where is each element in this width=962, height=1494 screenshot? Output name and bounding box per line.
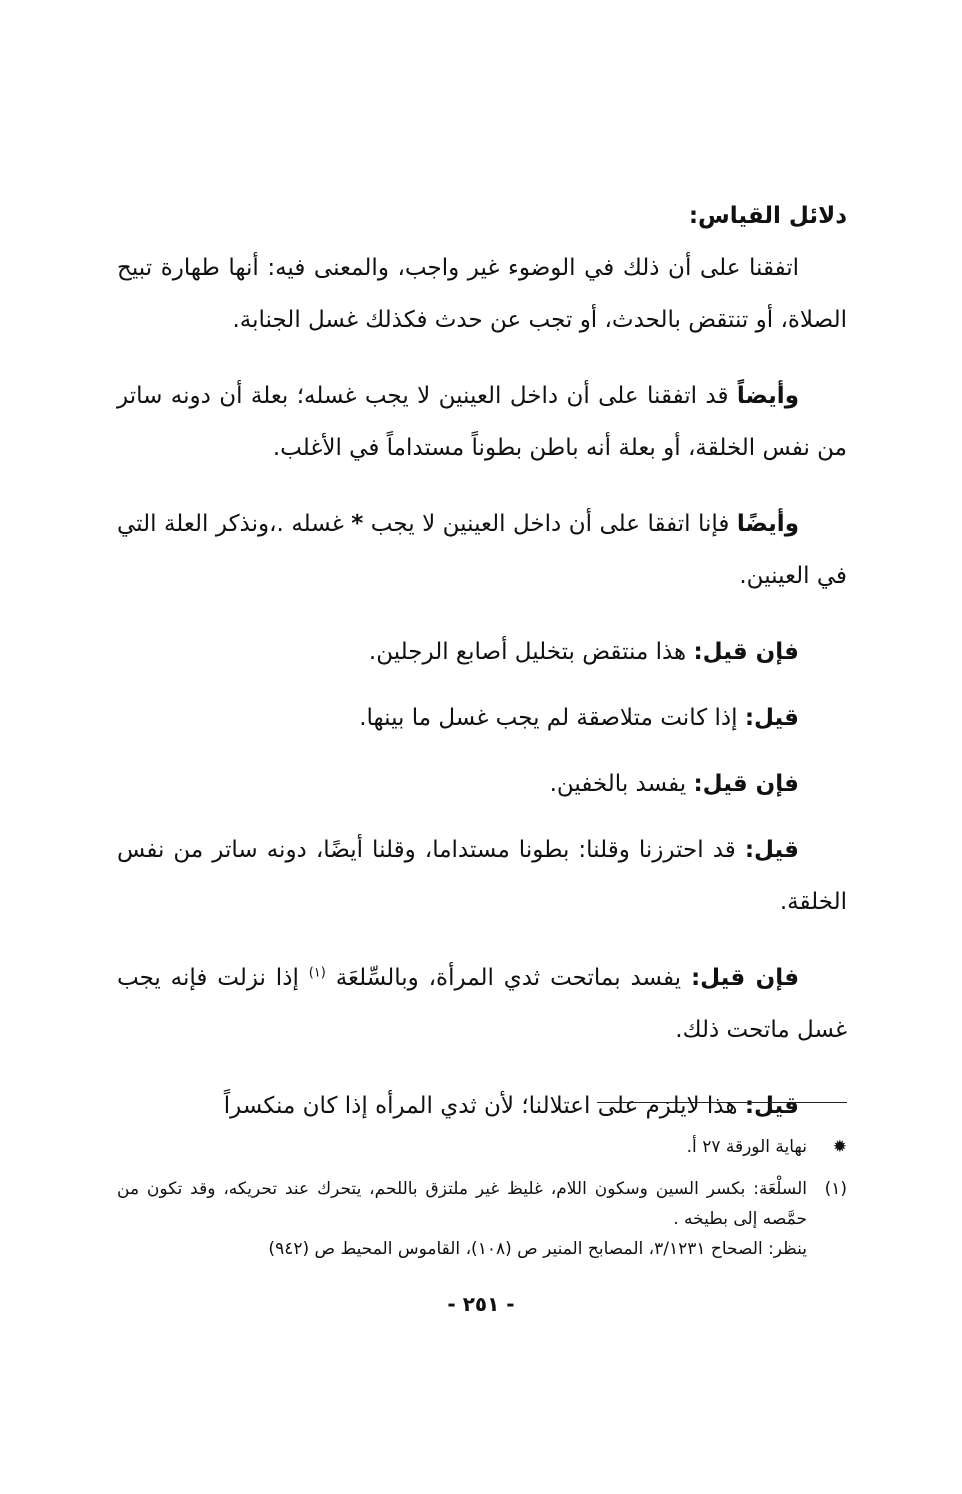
question-2-lead: فإن قيل: — [693, 771, 799, 797]
footnote-1-text: السلْعَة: بكسر السين وسكون اللام، غليظ غير ملتزق باللحم، يتحرك عند تحريكه، وقد تكون من حمَّصه إلى بطيخه . — [117, 1179, 807, 1229]
star-icon: ✹ — [832, 1137, 847, 1157]
question-3-text-end: إذا نزلت فإنه يجب غسل ماتحت ذلك. — [117, 965, 847, 1043]
answer-3 — [117, 1080, 847, 1132]
main-text — [117, 242, 847, 1156]
footnote-1-body — [117, 1174, 807, 1264]
paragraph-3-text-end: غسله .،ونذكر العلة التي في العينين. — [117, 511, 847, 589]
paragraph-2-lead: وأيضاً — [736, 383, 799, 409]
answer-1 — [117, 692, 847, 744]
answer-1-lead: قيل: — [744, 705, 799, 731]
answer-3-lead: قيل: — [744, 1093, 799, 1119]
footnote-ref-1: (١) — [308, 965, 326, 981]
page-number: - ٢٥١ - — [447, 1292, 515, 1316]
section-heading: دلائل القياس: — [688, 203, 847, 229]
footnote-divider — [597, 1102, 847, 1103]
question-2-text: يفسد بالخفين. — [549, 771, 694, 797]
question-3 — [117, 952, 847, 1056]
answer-2-lead: قيل: — [744, 837, 799, 863]
footnote-1-references: ينظر: الصحاح ٣/١٢٣١، المصابح المنير ص (١٠٨)، القاموس المحيط ص (٩٤٢) — [268, 1239, 807, 1259]
footnote-1 — [117, 1174, 847, 1264]
question-3-text: يفسد بماتحت ثدي المرأة، وبالسِّلعَة — [325, 965, 691, 991]
question-1-lead: فإن قيل: — [693, 639, 799, 665]
paragraph-2 — [117, 370, 847, 474]
paragraph-2-text: قد اتفقنا على أن داخل العينين لا يجب غسله؛ بعلة أن دونه ساتر من نفس الخلقة، أو بعلة أنه باطن بطوناً مستداماً في الأغلب. — [117, 383, 847, 461]
footnotes — [117, 1132, 847, 1276]
answer-2 — [117, 824, 847, 928]
paragraph-3-text: فإنا اتفقا على أن داخل العينين لا يجب — [363, 511, 737, 537]
answer-2-text: قد احترزنا وقلنا: بطونا مستداما، وقلنا أيضًا، دونه ساتر من نفس الخلقة. — [117, 837, 847, 915]
answer-3-text: هذا لايلزم على اعتلالنا؛ لأن ثدي المرأه إذا كان منكسراً — [223, 1093, 745, 1119]
question-3-lead: فإن قيل: — [690, 965, 800, 991]
folio-mark: * — [351, 511, 364, 537]
paragraph-1: اتفقنا على أن ذلك في الوضوء غير واجب، والمعنى فيه: أنها طهارة تبيح الصلاة، أو تنتقض بالحدث، أو تجب عن حدث فكذلك غسل الجنابة. — [117, 255, 847, 333]
footnote-star — [117, 1132, 847, 1162]
question-2 — [117, 758, 847, 810]
footnote-1-number: (١) — [824, 1179, 847, 1199]
paragraph-3-lead: وأيضًا — [736, 511, 799, 537]
footnote-star-text: نهاية الورقة ٢٧ أ. — [686, 1137, 807, 1157]
answer-1-text: إذا كانت متلاصقة لم يجب غسل ما بينها. — [359, 705, 745, 731]
question-1 — [117, 626, 847, 678]
paragraph-3 — [117, 498, 847, 602]
question-1-text: هذا منتقض بتخليل أصابع الرجلين. — [368, 639, 694, 665]
